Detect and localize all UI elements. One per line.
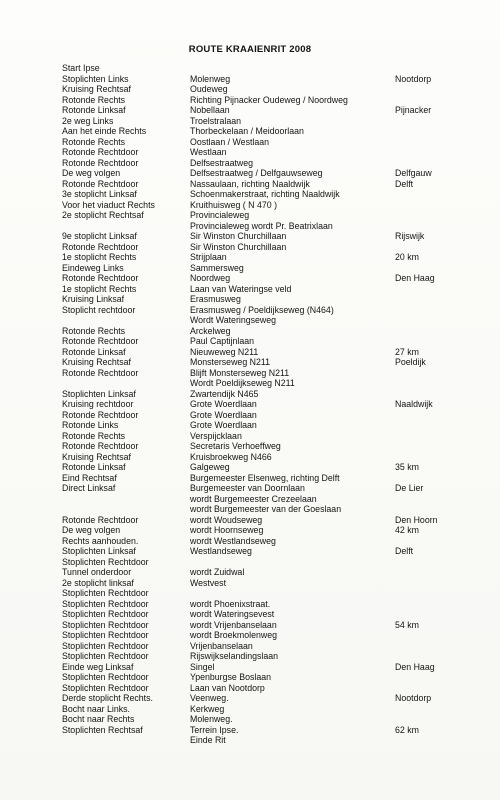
route-row (0, 284, 500, 295)
instruction-text: Stoplichten Rechtsaf (62, 724, 143, 735)
instruction-text: Kruising Linksaf (62, 294, 125, 304)
street-text: Galgeweg (190, 462, 230, 472)
instruction-text: Stoplichten Rechtdoor (62, 598, 149, 609)
street-text: Wordt Poeldijkseweg N211 (190, 378, 295, 388)
instruction-text: Stoplicht rechtdoor (62, 304, 136, 315)
place-text: 35 km (395, 462, 419, 472)
street-text: wordt Vrijenbanselaan (190, 619, 277, 630)
instruction-text: Stoplichten Rechtdoor (62, 619, 149, 630)
street-text: Nobellaan (190, 105, 230, 115)
route-row (0, 200, 500, 211)
route-row (0, 74, 500, 85)
instruction-text: Stoplichten Rechtdoor (62, 609, 149, 619)
instruction-text: Rotonde Linksaf (62, 105, 126, 115)
instruction-text: Kruising rechtdoor (62, 399, 134, 409)
instruction-text: Rotonde Linksaf (62, 462, 126, 472)
instruction-text: Rotonde Rechts (62, 94, 126, 105)
route-row (0, 641, 500, 652)
route-row (0, 672, 500, 683)
route-row (0, 242, 500, 253)
street-text: Oostlaan / Westlaan (190, 136, 270, 147)
street-text: Arckelweg (190, 325, 231, 336)
route-row (0, 683, 500, 694)
street-text: Richting Pijnacker Oudeweg / Noordweg (190, 94, 348, 105)
instruction-text: Rotonde Rechtdoor (62, 441, 139, 451)
instruction-text: Kruising Rechtsaf (62, 451, 131, 462)
instruction-text: Bocht naar Links. (62, 703, 130, 714)
route-row (0, 252, 500, 263)
street-text: Blijft Monsterseweg N211 (190, 367, 290, 378)
place-text: Poeldijk (395, 357, 426, 367)
place-text: Naaldwijk (395, 399, 433, 409)
instruction-text: Einde weg Linksaf (62, 661, 134, 672)
route-row (0, 210, 500, 221)
instruction-text: Rotonde Rechts (62, 136, 126, 147)
street-text: Terrein Ipse. (190, 724, 239, 735)
route-row (0, 473, 500, 484)
street-text: wordt Woudseweg (190, 514, 263, 525)
street-text: wordt Burgemeester van der Goeslaan (190, 504, 342, 514)
street-text: Provincialeweg (190, 210, 250, 220)
instruction-text: Kruising Rechtsaf (62, 84, 131, 94)
route-row (0, 504, 500, 515)
route-row (0, 441, 500, 452)
street-text: Laan van Nootdorp (190, 682, 265, 693)
route-row (0, 389, 500, 400)
instruction-text: Stoplichten Rechtdoor (62, 630, 149, 640)
place-text: Delft (395, 546, 414, 556)
instruction-text: Aan het einde Rechts (62, 126, 147, 136)
instruction-text: Stoplichten Rechtdoor (62, 640, 149, 651)
street-text: wordt Zuidwal (190, 567, 245, 577)
route-row (0, 95, 500, 106)
route-row (0, 168, 500, 179)
street-text: Delfsestraatweg (190, 157, 254, 168)
street-text: Thorbeckelaan / Meidoorlaan (190, 126, 304, 136)
instruction-text: Stoplichten Rechtdoor (62, 556, 149, 567)
route-row (0, 221, 500, 232)
instruction-text: Rotonde Rechtdoor (62, 273, 139, 283)
page-title: ROUTE KRAAIENRIT 2008 (188, 44, 312, 55)
route-row (0, 546, 500, 557)
street-text: Delfsestraatweg / Delfgauwseweg (190, 168, 323, 178)
street-text: Westlandseweg (190, 546, 252, 556)
street-text: Monsterseweg N211 (190, 357, 271, 367)
place-text: Den Hoorn (395, 514, 438, 525)
instruction-text: Rotonde Rechtdoor (62, 409, 139, 420)
route-row (0, 662, 500, 673)
place-text: Pijnacker (395, 105, 432, 115)
street-text: Westlaan (190, 147, 227, 157)
street-text: Provincialeweg wordt Pr. Beatrixlaan (190, 220, 333, 231)
instruction-text: 1e stoplicht Rechts (62, 283, 137, 294)
instruction-text: Rotonde Rechtdoor (62, 336, 139, 346)
street-text: Veenweg. (190, 693, 229, 703)
route-row (0, 567, 500, 578)
route-row (0, 105, 500, 116)
route-row (0, 137, 500, 148)
instruction-text: Rotonde Rechtdoor (62, 157, 139, 168)
route-row (0, 158, 500, 169)
route-row (0, 357, 500, 368)
street-text: Paul Captijnlaan (190, 336, 255, 346)
instruction-text: Eindeweg Links (62, 262, 124, 273)
instruction-text: Stoplichten Rechtdoor (62, 651, 149, 661)
route-row (0, 378, 500, 389)
street-text: Kruisbroekweg N466 (190, 451, 272, 462)
place-text: De Lier (395, 483, 424, 493)
route-row (0, 336, 500, 347)
street-text: Molenweg. (190, 714, 233, 724)
route-row (0, 704, 500, 715)
route-row (0, 189, 500, 200)
place-text: Delfgauw (395, 168, 432, 178)
route-row (0, 315, 500, 326)
street-text: wordt Wateringsevest (190, 609, 275, 619)
instruction-text: Start Ipse (62, 63, 100, 73)
instruction-text: 2e stoplicht Rechtsaf (62, 210, 144, 220)
street-text: Strijplaan (190, 252, 227, 262)
street-text: Erasmusweg (190, 294, 241, 304)
instruction-text: 3e stoplicht Linksaf (62, 189, 137, 199)
street-text: Singel (190, 661, 215, 672)
instruction-text: Stoplichten Rechtdoor (62, 588, 149, 598)
street-text: Laan van Wateringse veld (190, 283, 292, 294)
instruction-text: Kruising Rechtsaf (62, 357, 131, 367)
instruction-text: 9e stoplicht Linksaf (62, 231, 137, 241)
route-row (0, 525, 500, 536)
route-row (0, 693, 500, 704)
street-text: Grote Woerdlaan (190, 409, 257, 420)
instruction-text: Rotonde Rechtdoor (62, 147, 139, 157)
street-text: Sir Winston Churchillaan (190, 241, 287, 252)
street-text: Zwartendijk N465 (190, 388, 259, 399)
instruction-text: Eind Rechtsaf (62, 472, 117, 483)
instruction-text: 2e stoplicht linksaf (62, 577, 134, 588)
route-row (0, 578, 500, 589)
place-text: Rijswijk (395, 231, 425, 241)
place-text: Nootdorp (395, 73, 432, 84)
street-text: wordt Burgemeester Crezeelaan (190, 493, 317, 504)
street-text: Einde Rit (190, 735, 226, 745)
street-text: Wordt Wateringseweg (190, 315, 277, 325)
route-row (0, 126, 500, 137)
street-text: Verspijcklaan (190, 430, 242, 441)
route-row (0, 399, 500, 410)
route-row (0, 368, 500, 379)
place-text: Den Haag (395, 273, 435, 283)
street-text: wordt Westlandseweg (190, 535, 276, 546)
route-row (0, 651, 500, 662)
instruction-text: Rotonde Rechtdoor (62, 241, 139, 252)
route-row (0, 273, 500, 284)
street-text: Molenweg (190, 73, 231, 84)
route-row (0, 410, 500, 421)
street-text: Erasmusweg / Poeldijkseweg (N464) (190, 304, 334, 315)
street-text: Vrijenbanselaan (190, 640, 253, 651)
instruction-text: Stoplichten Links (62, 73, 129, 84)
route-row (0, 326, 500, 337)
street-text: Secretaris Verhoeffweg (190, 441, 281, 451)
street-text: Grote Woerdlaan (190, 420, 257, 430)
instruction-text: Voor het viaduct Rechts (62, 199, 155, 210)
instruction-text: Tunnel onderdoor (62, 567, 132, 577)
instruction-text: De weg volgen (62, 525, 121, 535)
place-text: Nootdorp (395, 693, 432, 703)
route-row (0, 609, 500, 620)
street-text: wordt Hoornseweg (190, 525, 264, 535)
route-row (0, 263, 500, 274)
route-row (0, 452, 500, 463)
route-row (0, 557, 500, 568)
place-text: Den Haag (395, 661, 435, 672)
instruction-text: Stoplichten Rechtdoor (62, 672, 149, 682)
route-row (0, 84, 500, 95)
street-text: Oudeweg (190, 84, 228, 94)
instruction-text: Bocht naar Rechts (62, 714, 135, 724)
street-text: Troelstralaan (190, 115, 242, 126)
street-text: Grote Woerdlaan (190, 399, 257, 409)
instruction-text: Rotonde Rechtdoor (62, 178, 139, 189)
place-text: 20 km (395, 252, 419, 262)
instruction-text: 2e weg Links (62, 115, 114, 126)
instruction-text: Rotonde Rechts (62, 430, 126, 441)
instruction-text: Rotonde Linksaf (62, 346, 126, 357)
street-text: Ypenburgse Boslaan (190, 672, 272, 682)
street-text: wordt Phoenixstraat. (190, 598, 271, 609)
route-row (0, 536, 500, 547)
route-row (0, 725, 500, 736)
place-text: 27 km (395, 346, 419, 357)
instruction-text: 1e stoplicht Rechts (62, 252, 137, 262)
route-row (0, 294, 500, 305)
place-text: 62 km (395, 724, 419, 735)
instruction-text: Stoplichten Linksaf (62, 546, 136, 556)
route-row (0, 588, 500, 599)
route-row (0, 630, 500, 641)
instruction-text: Derde stoplicht Rechts. (62, 693, 153, 703)
instruction-text: De weg volgen (62, 168, 121, 178)
street-text: Burgemeester Elsenweg, richting Delft (190, 472, 340, 483)
instruction-text: Stoplichten Rechtdoor (62, 682, 149, 693)
street-text: wordt Broekmolenweg (190, 630, 278, 640)
route-row (0, 599, 500, 610)
route-row (0, 620, 500, 631)
instruction-text: Direct Linksaf (62, 483, 116, 493)
place-text: Delft (395, 178, 414, 189)
street-text: Rijswijkselandingslaan (190, 651, 279, 661)
place-text: 54 km (395, 619, 419, 630)
route-row (0, 494, 500, 505)
street-text: Kerkweg (190, 703, 225, 714)
route-row (0, 179, 500, 190)
route-row (0, 420, 500, 431)
instruction-text: Rechts aanhouden. (62, 535, 139, 546)
route-row (0, 347, 500, 358)
route-row (0, 714, 500, 725)
route-row (0, 231, 500, 242)
instruction-text: Rotonde Rechtdoor (62, 514, 139, 525)
route-row (0, 735, 500, 746)
street-text: Schoenmakerstraat, richting Naaldwijk (190, 189, 340, 199)
street-text: Nieuweweg N211 (190, 346, 259, 357)
street-text: Sir Winston Churchillaan (190, 231, 287, 241)
route-row (0, 116, 500, 127)
instruction-text: Rotonde Rechts (62, 325, 126, 336)
route-row (0, 515, 500, 526)
street-text: Burgemeester van Doornlaan (190, 483, 305, 493)
street-text: Westvest (190, 577, 227, 588)
street-text: Nassaulaan, richting Naaldwijk (190, 178, 310, 189)
route-row (0, 63, 500, 74)
route-row (0, 147, 500, 158)
street-text: Noordweg (190, 273, 231, 283)
route-row (0, 483, 500, 494)
route-row (0, 431, 500, 442)
street-text: Sammersweg (190, 262, 244, 273)
instruction-text: Rotonde Links (62, 420, 119, 430)
route-row (0, 305, 500, 316)
place-text: 42 km (395, 525, 419, 535)
instruction-text: Stoplichten Linksaf (62, 388, 136, 399)
street-text: Kruithuisweg ( N 470 ) (190, 199, 278, 210)
instruction-text: Rotonde Rechtdoor (62, 367, 139, 378)
route-row (0, 462, 500, 473)
